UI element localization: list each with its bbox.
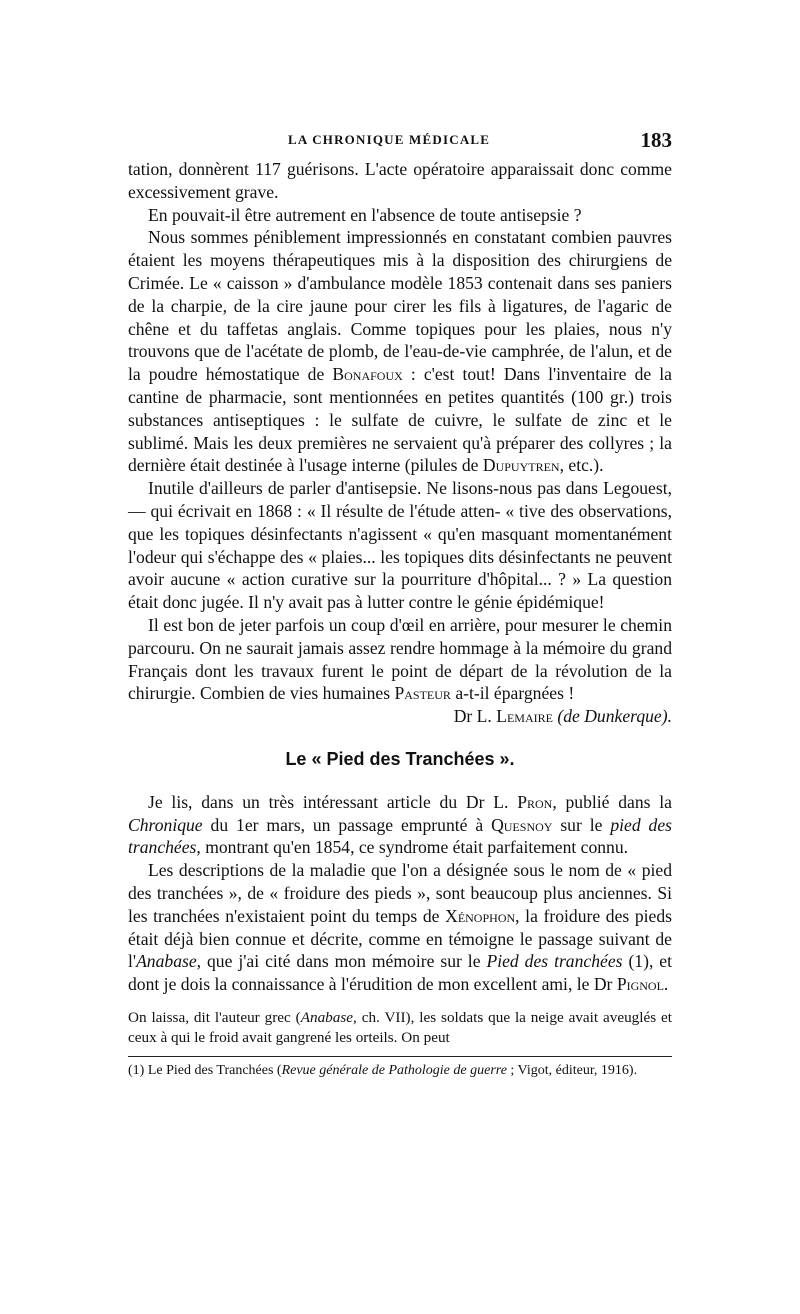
paragraph-pron: Je lis, dans un très intéressant article du Dr L. Pron, publié dans la Chronique du 1er mars, un passage emprunté à Quesnoy sur le pied des tranchées, montrant qu'en 1854, ce syndrome était parfaitement connu. bbox=[128, 791, 672, 858]
quote-work-anabase: Anabase bbox=[300, 1008, 354, 1026]
person-name-quesnoy: Quesnoy bbox=[491, 814, 553, 835]
footnote-journal: Revue générale de Pathologie de guerre bbox=[281, 1062, 507, 1078]
paragraph-pasteur: Il est bon de jeter parfois un coup d'œil en arrière, pour mesurer le chemin parcouru. On ne saurait jamais assez rendre hommage à la mémoire du grand Français dont les travaux furent le point de départ de la révolution de la chirurgie. Combien de vies humaines Pasteur a-t-il épargnées ! bbox=[128, 614, 672, 704]
running-title: LA CHRONIQUE MÉDICALE bbox=[288, 132, 491, 147]
work-anabase: Anabase bbox=[136, 951, 197, 972]
paragraph-legouest: Inutile d'ailleurs de parler d'antisepsie. Ne lisons-nous pas dans Legouest, — qui écrivait en 1868 : « Il résulte de l'étude atten- « tive des observations, que les topiques désinfectants n'agissent « qu'en masquant momentanément l'odeur qui s'échappe des « plaies... les topiques dits désinfectants ne peuvent avoir aucune « action curative sur la pourriture d'hôpital... ? » La question était donc jugée. Il n'y avait pas à lutter contre le génie épidémique! bbox=[128, 478, 672, 613]
paragraph-xenophon: Les descriptions de la maladie que l'on a désignée sous le nom de « pied des tranchées », de « froidure des pieds », sont beaucoup plus anciennes. Si les tranchées n'existaient point du temps de Xénophon, la froidure des pieds était déjà bien connue et décrite, comme en témoigne le passage suivant de l'Anabase, que j'ai cité dans mon mémoire sur le Pied des tranchées (1), et dont je dois la connaissance à l'érudition de mon excellent ami, le Dr Pignol. bbox=[128, 860, 673, 995]
paragraph-antisepsie-question: En pouvait-il être autrement en l'absence de toute antisepsie ? bbox=[148, 204, 582, 225]
paragraph-caisson: Nous sommes péniblement impressionnés en constatant combien pauvres étaient les moyens thérapeutiques mis à la disposition des chirurgiens de Crimée. Le « caisson » d'ambulance modèle 1853 contenait dans ses paniers de la charpie, de la cire jaune pour cirer les fils à ligatures, de l'agaric de chêne et du taffetas anglais. Comme topiques pour les plaies, nous n'y trouvons que de l'acétate de plomb, de l'eau-de-vie camphrée, de l'alun, et de la poudre hémostatique de Bonafoux : c'est tout! Dans l'inventaire de la cantine de pharmacie, sont mentionnées en petites quantités (100 gr.) trois substances antiseptiques : le sulfate de cuivre, le sulfate de zinc et le sublimé. Mais les deux premières ne servaient qu'à préparer des collyres ; la dernière était destinée à l'usage interne (pilules de Dupuytren, etc.). bbox=[128, 227, 672, 476]
section-title: Le « Pied des Tranchées ». bbox=[285, 748, 515, 769]
block-quote: On laissa, dit l'auteur grec (Anabase, ch. VII), les soldats que la neige avait aveuglés et ceux à qui le froid avait gangrené les orteils. On peut bbox=[128, 1008, 672, 1046]
author-place: (de Dunkerque). bbox=[552, 706, 672, 727]
person-name-pron: Pron bbox=[517, 791, 553, 812]
person-name-pignol: Pignol bbox=[616, 974, 664, 995]
person-name-pasteur: Pasteur bbox=[394, 683, 451, 704]
footnote: (1) Le Pied des Tranchées (Revue générale de Pathologie de guerre ; Vigot, éditeur, 1916). bbox=[128, 1062, 638, 1078]
author-signature: Dr L. Lemaire (de Dunkerque). bbox=[453, 706, 672, 727]
author-name: Lemaire bbox=[496, 706, 553, 727]
body-text bbox=[128, 158, 672, 1081]
journal-title: Chronique bbox=[128, 814, 203, 835]
person-name-xenophon: Xénophon bbox=[445, 905, 516, 926]
person-name-bonafoux: Bonafoux bbox=[332, 364, 403, 385]
person-name-dupuytren: Dupuytren bbox=[482, 455, 560, 476]
paragraph-continued: tation, donnèrent 117 guérisons. L'acte opératoire apparaissait donc comme excessivement grave. bbox=[128, 159, 672, 202]
footnote-rule bbox=[128, 1056, 672, 1057]
page-header bbox=[128, 128, 672, 158]
memoir-title: Pied des tranchées bbox=[486, 951, 623, 972]
page-number: 183 bbox=[640, 128, 672, 152]
term-pied-des-tranchees: pied des tranchées bbox=[128, 814, 672, 858]
